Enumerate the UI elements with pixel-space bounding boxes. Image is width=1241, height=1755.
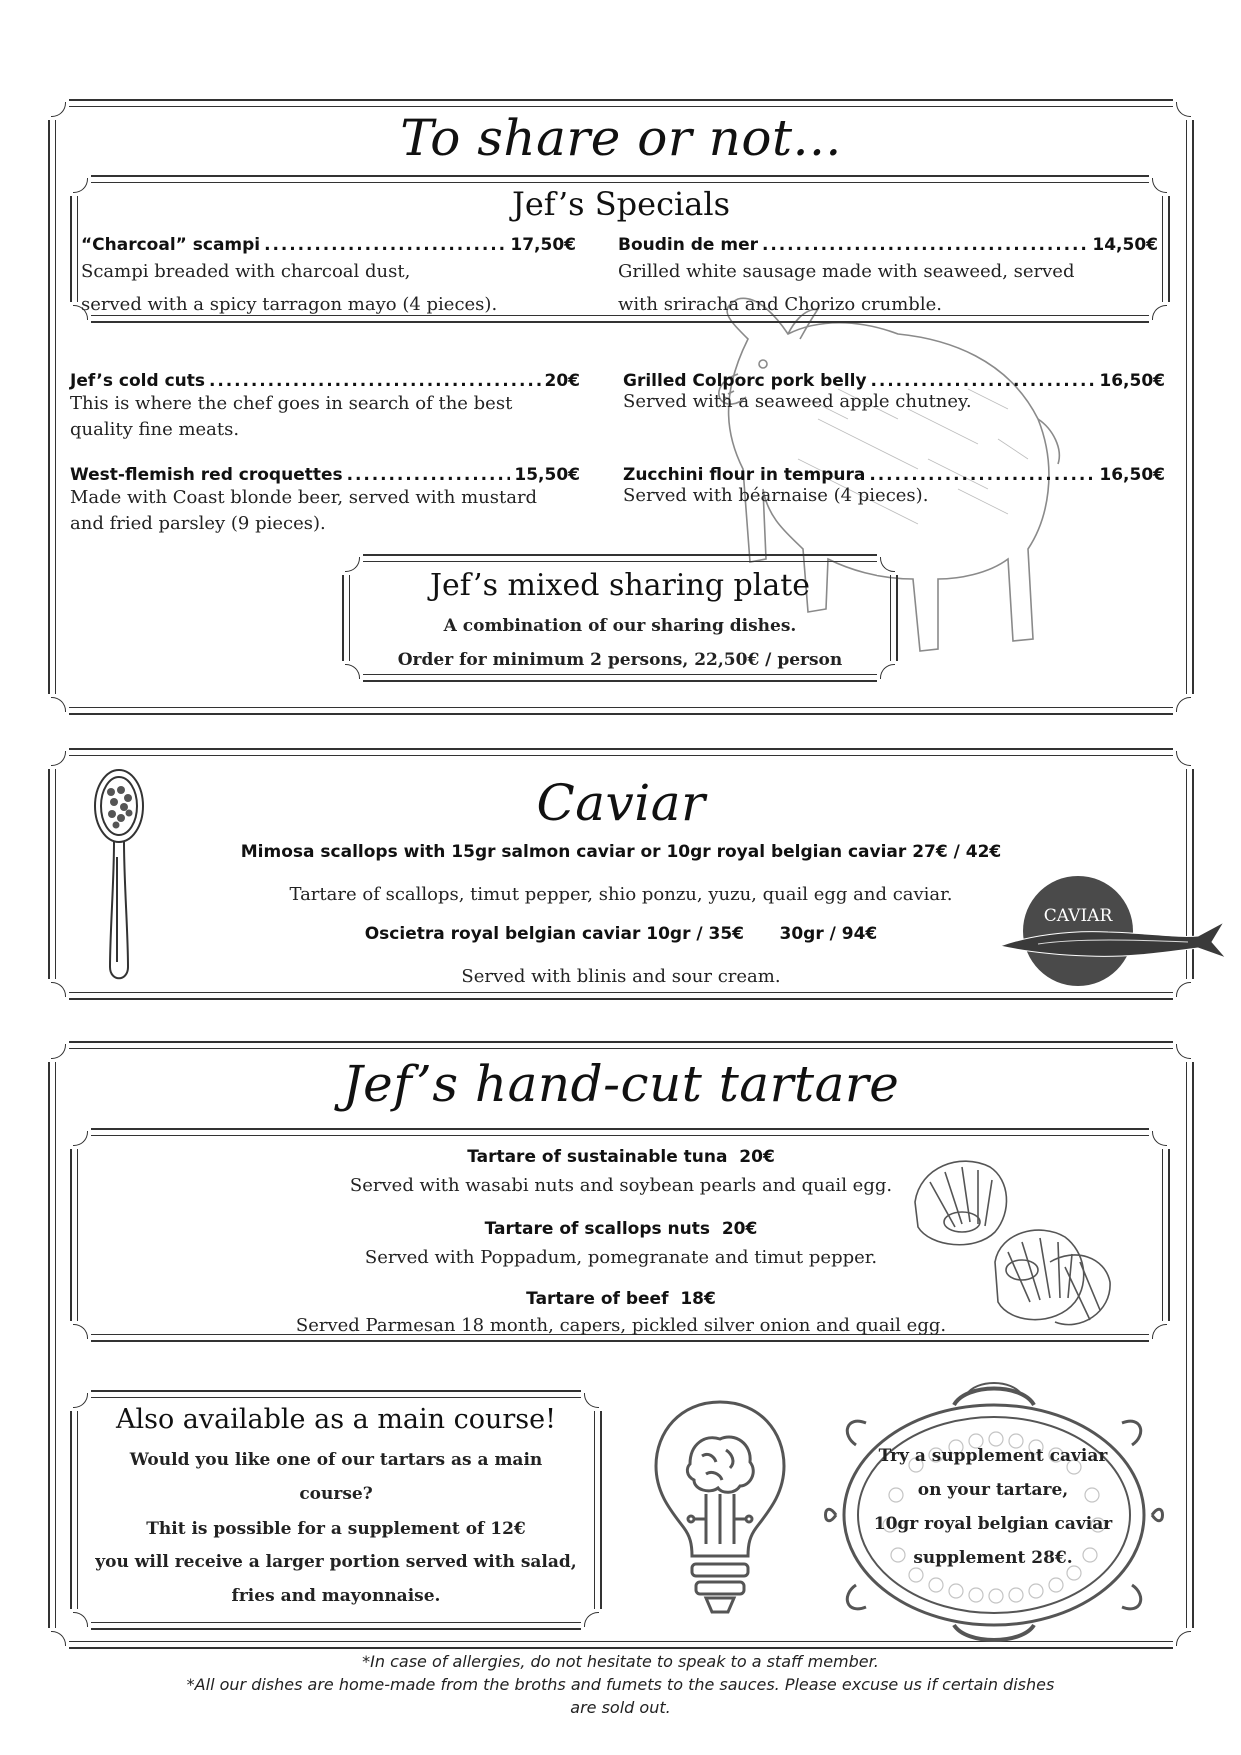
item-name: Zucchini flour in tempura — [623, 465, 866, 485]
mixed-plate-line1: A combination of our sharing dishes. — [443, 616, 797, 636]
item-price: 15,50€ — [514, 465, 580, 485]
menu-item-pork-belly — [623, 371, 1165, 413]
item-price: 20€ — [544, 371, 580, 391]
caviar-badge-label: CAVIAR — [1043, 906, 1113, 926]
supplement-line: on your tartare, — [917, 1480, 1069, 1500]
item-desc: Served with béarnaise (4 pieces). — [623, 485, 929, 506]
specials-title: Jef’s Specials — [512, 185, 730, 223]
tartare-beef-desc: Served Parmesan 18 month, capers, pickled silver onion and quail egg. — [295, 1315, 947, 1336]
item-desc: Scampi breaded with charcoal dust, — [81, 261, 411, 282]
supplement-line: 10gr royal belgian caviar — [873, 1514, 1113, 1534]
main-course-line: you will receive a larger portion served with salad, — [95, 1552, 577, 1572]
share-title: To share or not... — [400, 109, 842, 167]
main-course-line: Would you like one of our tartars as a main — [129, 1450, 543, 1470]
menu-item-charcoal-scampi — [81, 235, 576, 319]
item-desc: Grilled white sausage made with seaweed, served — [618, 261, 1075, 282]
item-name: “Charcoal” scampi — [81, 235, 261, 255]
item-price: 16,50€ — [1099, 465, 1165, 485]
spoon-icon — [84, 762, 154, 988]
menu-item-boudin-de-mer — [618, 235, 1158, 319]
item-desc: Served with a seaweed apple chutney. — [623, 391, 972, 412]
item-desc: This is where the chef goes in search of the best — [70, 393, 513, 414]
caviar-dish-mimosa: Mimosa scallops with 15gr salmon caviar or 10gr royal belgian caviar 27€ / 42€ — [240, 842, 1002, 862]
menu-item-zucchini — [623, 465, 1165, 507]
supplement-text — [848, 1439, 1138, 1575]
menu-item-cold-cuts — [70, 371, 580, 443]
tartare-scallops-name: Tartare of scallops nuts 20€ — [484, 1219, 758, 1239]
main-course-title: Also available as a main course! — [115, 1404, 556, 1435]
supplement-line: Try a supplement caviar — [878, 1446, 1108, 1466]
item-desc: served with a spicy tarragon mayo (4 pieces). — [81, 294, 498, 315]
caviar-title: Caviar — [536, 774, 706, 832]
item-price: 17,50€ — [510, 235, 576, 255]
lightbulb-brain-icon — [650, 1394, 790, 1622]
supplement-line: supplement 28€. — [913, 1548, 1073, 1568]
item-price: 14,50€ — [1092, 235, 1158, 255]
item-desc: and fried parsley (9 pieces). — [70, 513, 326, 534]
main-course-line: course? — [299, 1484, 373, 1504]
footer-allergies: *In case of allergies, do not hesitate to speak to a staff member. — [362, 1652, 879, 1671]
item-desc: Made with Coast blonde beer, served with mustard — [70, 487, 538, 508]
item-name: Grilled Colporc pork belly — [623, 371, 867, 391]
caviar-dish-oscietra-desc: Served with blinis and sour cream. — [461, 966, 781, 987]
tartare-beef-name: Tartare of beef 18€ — [526, 1289, 716, 1309]
sturgeon-icon — [998, 918, 1228, 968]
item-name: West-flemish red croquettes — [70, 465, 343, 485]
mixed-plate-line2: Order for minimum 2 persons, 22,50€ / person — [397, 650, 843, 670]
item-desc: with sriracha and Chorizo crumble. — [618, 294, 942, 315]
caviar-dish-oscietra: Oscietra royal belgian caviar 10gr / 35€ 30gr / 94€ — [364, 924, 878, 944]
item-name: Boudin de mer — [618, 235, 759, 255]
tartare-scallops-desc: Served with Poppadum, pomegranate and timut pepper. — [364, 1247, 878, 1268]
caviar-dish-mimosa-desc: Tartare of scallops, timut pepper, shio ponzu, yuzu, quail egg and caviar. — [289, 884, 953, 905]
item-price: 16,50€ — [1099, 371, 1165, 391]
footer-sold-out: are sold out. — [570, 1698, 671, 1717]
tartare-tuna-desc: Served with wasabi nuts and soybean pearls and quail egg. — [349, 1175, 893, 1196]
item-desc: quality fine meats. — [70, 419, 240, 440]
item-name: Jef’s cold cuts — [70, 371, 206, 391]
tartare-tuna-name: Tartare of sustainable tuna 20€ — [467, 1147, 775, 1167]
main-course-line: Thit is possible for a supplement of 12€ — [146, 1519, 526, 1539]
main-course-line: fries and mayonnaise. — [231, 1586, 441, 1606]
menu-item-croquettes — [70, 465, 580, 537]
mixed-plate-title: Jef’s mixed sharing plate — [429, 568, 811, 603]
footer-homemade: *All our dishes are home-made from the broths and fumets to the sauces. Please excuse us if certain dishes — [186, 1675, 1055, 1694]
tartare-title: Jef’s hand-cut tartare — [342, 1055, 900, 1113]
